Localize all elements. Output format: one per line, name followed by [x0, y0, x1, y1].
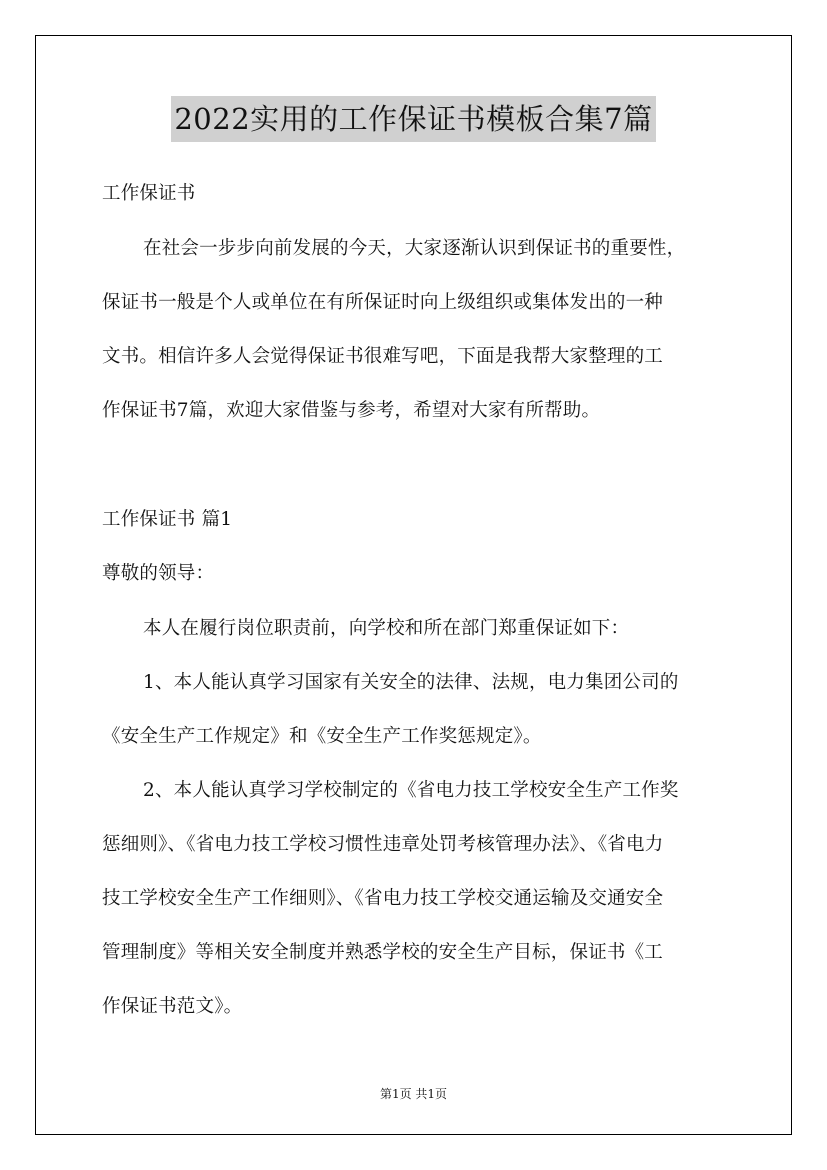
article-heading: 工作保证书 篇1 [102, 509, 233, 530]
intro-line-3: 文书。相信许多人会觉得保证书很难写吧，下面是我帮大家整理的工 [102, 346, 664, 367]
page-footer: 第1页 共1页 [379, 1087, 448, 1101]
body-line-2: 1、本人能认真学习国家有关安全的法律、法规，电力集团公司的 [143, 672, 679, 693]
document-title: 2022实用的工作保证书模板合集7篇 [171, 96, 655, 142]
intro-line-2: 保证书一般是个人或单位在有所保证时向上级组织或集体发出的一种 [102, 292, 664, 313]
section-heading: 工作保证书 [102, 183, 196, 204]
body-line-1: 本人在履行岗位职责前，向学校和所在部门郑重保证如下： [143, 618, 630, 639]
body-line-3: 《安全生产工作规定》和《安全生产工作奖惩规定》。 [102, 726, 542, 747]
body-line-8: 作保证书范文》。 [102, 996, 243, 1017]
body-line-7: 管理制度》等相关安全制度并熟悉学校的安全生产目标，保证书《工 [102, 942, 664, 963]
body-line-6: 技工学校安全生产工作细则》、《省电力技工学校交通运输及交通安全 [102, 888, 664, 909]
body-line-5: 惩细则》、《省电力技工学校习惯性违章处罚考核管理办法》、《省电力 [102, 834, 664, 855]
title-container [0, 96, 827, 142]
salutation: 尊敬的领导： [102, 563, 215, 584]
intro-line-1: 在社会一步步向前发展的今天，大家逐渐认识到保证书的重要性， [143, 238, 686, 259]
intro-line-4: 作保证书7篇，欢迎大家借鉴与参考，希望对大家有所帮助。 [102, 400, 601, 421]
body-line-4: 2、本人能认真学习学校制定的《省电力技工学校安全生产工作奖 [143, 780, 679, 801]
